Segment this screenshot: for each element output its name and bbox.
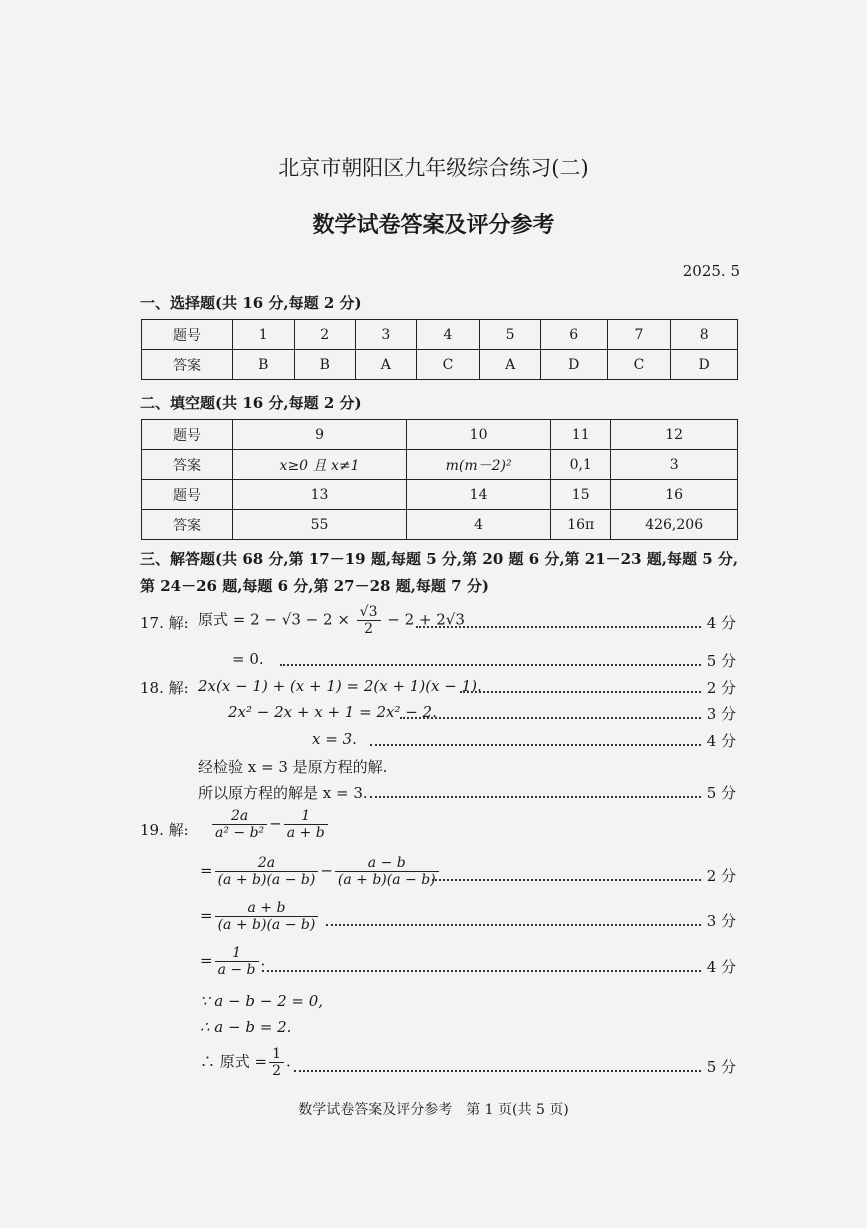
table-cell: 6 [540,320,607,350]
table-cell: A [480,350,541,380]
table-cell: D [540,350,607,380]
score-points: 5 分 [706,1058,736,1076]
fraction: $\frac{1}{2}$ [269,1046,284,1079]
table-row [142,420,738,450]
dot-leader [294,1070,701,1072]
table-cell: 4 [416,320,480,350]
table-row [142,510,738,540]
q18-line1: 2x(x − 1) + (x + 1) = 2(x + 1)(x − 1). [198,677,482,695]
row-label: 题号 [142,320,233,350]
table-cell: 9 [233,420,407,450]
q19-step3: = $\frac{1}{a - b}$ . [200,945,266,978]
table-cell: m(m－2)² [407,450,551,480]
score-points: 5 分 [706,652,736,670]
score-points: 5 分 [706,784,736,802]
dot-leader [262,970,701,972]
section1-heading: 一、选择题(共 16 分,每题 2 分) [140,294,362,312]
table-cell: 7 [607,320,671,350]
table-cell: 5 [480,320,541,350]
fraction: $\frac{2a}{(a + b)(a - b)}$ [215,855,319,888]
score-points: 4 分 [706,732,736,750]
table-cell: 8 [671,320,738,350]
q17-line2: = 0. [232,650,264,668]
exam-date: 2025. 5 [682,262,740,280]
table-cell: 12 [611,420,738,450]
fraction: $\frac{1}{a - b}$ [215,945,259,978]
q17-line1-suffix: − 2 + 2√3 [387,610,465,629]
q17-line1-prefix: 原式 = 2 − [198,610,277,629]
table-cell: 0,1 [551,450,611,480]
table-cell: 14 [407,480,551,510]
table-cell: 16 [611,480,738,510]
q19-cond2: ∴ a − b = 2. [200,1018,292,1036]
score-points: 2 分 [706,867,736,885]
dot-leader [370,796,701,798]
dot-leader [280,664,701,666]
table-cell: 3 [356,320,417,350]
score-points: 4 分 [706,614,736,632]
table-cell: C [416,350,480,380]
table-cell: 426,206 [611,510,738,540]
q19-cond1: ∵ a − b − 2 = 0, [200,992,324,1010]
table-cell: 11 [551,420,611,450]
page-title: 北京市朝阳区九年级综合练习(二) [278,156,589,180]
page-footer: 数学试卷答案及评分参考 第 1 页(共 5 页) [298,1102,569,1118]
table-cell: A [356,350,417,380]
q19-step1: = $\frac{2a}{(a + b)(a - b)}$ − $\frac{a - b}{(a + b)(a - b)}$ [200,855,441,888]
table-cell: B [233,350,295,380]
row-label: 题号 [142,480,233,510]
table-cell: 3 [611,450,738,480]
table-cell: 13 [233,480,407,510]
table-cell: D [671,350,738,380]
score-points: 3 分 [706,912,736,930]
q19-label: 19. 解: [140,821,189,839]
dot-leader [326,924,701,926]
table-cell: x≥0 且 x≠1 [233,450,407,480]
page-subtitle: 数学试卷答案及评分参考 [312,212,555,238]
table-cell: C [607,350,671,380]
dot-leader [460,691,701,693]
q18-line5: 所以原方程的解是 x = 3. [198,784,368,802]
q17-line1-mid: − 2 × [305,610,350,629]
q18-line2: 2x² − 2x + x + 1 = 2x² − 2. [228,703,437,721]
row-label: 答案 [142,350,233,380]
table-row [142,320,738,350]
dot-leader [432,879,701,881]
table-row [142,350,738,380]
dot-leader [370,744,701,746]
q19-expression: $\frac{2a}{\text{a² − b²}}$ − $\frac{1}{a + b}$ [210,808,330,841]
choice-answer-table [141,319,738,380]
table-cell: 1 [233,320,295,350]
fraction: $\frac{√3}{2}$ [357,604,381,637]
fill-answer-table [141,419,738,540]
section2-heading: 二、填空题(共 16 分,每题 2 分) [140,394,362,412]
fraction: $\frac{a - b}{(a + b)(a - b)}$ [335,855,439,888]
table-cell: 4 [407,510,551,540]
table-cell: 15 [551,480,611,510]
fraction: $\frac{a + b}{(a + b)(a - b)}$ [215,900,319,933]
dot-leader [400,717,701,719]
table-cell: 55 [233,510,407,540]
table-cell: 10 [407,420,551,450]
table-cell: B [294,350,356,380]
q18-label: 18. 解: [140,679,189,697]
table-cell: 2 [294,320,356,350]
row-label: 题号 [142,420,233,450]
q19-step2: = $\frac{a + b}{(a + b)(a - b)}$ [200,900,320,933]
q19-final-prefix: ∴ 原式 = [200,1052,268,1071]
section3-heading: 三、解答题(共 68 分,第 17－19 题,每题 5 分,第 20 题 6 分,第 21－23 题,每题 5 分,第 24－26 题,每题 6 分,第 27－28 题,每题 7 分) [140,550,739,595]
row-label: 答案 [142,510,233,540]
q19-final: ∴ 原式 = $\frac{1}{2}$ . [200,1046,291,1079]
score-points: 2 分 [706,679,736,697]
fraction: $\frac{1}{a + b}$ [284,808,328,841]
table-row [142,450,738,480]
dot-leader [416,626,701,628]
score-points: 3 分 [706,705,736,723]
q18-line3: x = 3. [312,730,357,748]
table-cell: 16π [551,510,611,540]
q17-line1 [198,604,465,637]
sqrt3: √3 [281,610,301,629]
table-row [142,480,738,510]
q17-label: 17. 解: [140,614,189,632]
fraction: $\frac{2a}{\text{a² − b²}}$ [212,808,267,841]
q18-line4: 经检验 x = 3 是原方程的解. [198,758,388,776]
score-points: 4 分 [706,958,736,976]
row-label: 答案 [142,450,233,480]
